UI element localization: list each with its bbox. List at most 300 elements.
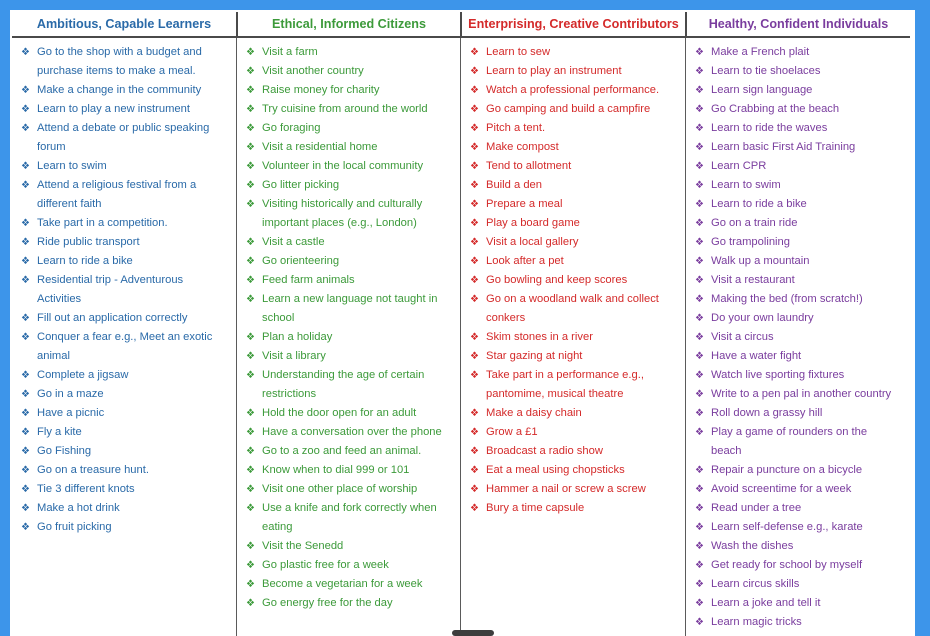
list-item (245, 480, 456, 499)
list-item (469, 366, 681, 404)
list-item-label: Learn to sew (486, 46, 551, 58)
list-item-label: Tie 3 different knots (37, 483, 135, 495)
diamond-bullet-icon: ❖ (21, 161, 30, 172)
list-item-label: Make a change in the community (37, 84, 202, 96)
diamond-bullet-icon: ❖ (246, 560, 255, 571)
diamond-bullet-icon: ❖ (21, 408, 30, 419)
diamond-bullet-icon: ❖ (21, 123, 30, 134)
diamond-bullet-icon: ❖ (246, 199, 255, 210)
list-item-label: Wash the dishes (711, 540, 794, 552)
diamond-bullet-icon: ❖ (246, 161, 255, 172)
diamond-bullet-icon: ❖ (246, 598, 255, 609)
list-item-label: Play a board game (486, 217, 580, 229)
diamond-bullet-icon: ❖ (21, 522, 30, 533)
list-item-label: Take part in a competition. (37, 217, 168, 229)
diamond-bullet-icon: ❖ (246, 408, 255, 419)
diamond-bullet-icon: ❖ (695, 465, 704, 476)
list-item-label: Attend a religious festival from a different faith (37, 179, 197, 210)
list-item-label: Go plastic free for a week (262, 559, 389, 571)
diamond-bullet-icon: ❖ (695, 503, 704, 514)
diamond-bullet-icon: ❖ (21, 389, 30, 400)
list-item (245, 537, 456, 556)
diamond-bullet-icon: ❖ (246, 47, 255, 58)
list-item (20, 309, 232, 328)
list-item (20, 366, 232, 385)
diamond-bullet-icon: ❖ (246, 427, 255, 438)
diamond-bullet-icon: ❖ (470, 465, 479, 476)
diamond-bullet-icon: ❖ (695, 598, 704, 609)
diamond-bullet-icon: ❖ (695, 370, 704, 381)
list-item (694, 271, 906, 290)
list-item-label: Go on a train ride (711, 217, 798, 229)
diamond-bullet-icon: ❖ (470, 256, 479, 267)
list-item (694, 480, 906, 499)
list-item (245, 347, 456, 366)
diamond-bullet-icon: ❖ (21, 104, 30, 115)
activity-list (20, 43, 232, 537)
list-item-label: Hammer a nail or screw a screw (486, 483, 646, 495)
diamond-bullet-icon: ❖ (470, 351, 479, 362)
list-item (245, 594, 456, 613)
diamond-bullet-icon: ❖ (21, 275, 30, 286)
column-ambitious-learners (12, 38, 236, 636)
list-item (245, 499, 456, 537)
list-item (20, 119, 232, 157)
column-header-ethical-citizens: Ethical, Informed Citizens (236, 12, 460, 36)
diamond-bullet-icon: ❖ (246, 85, 255, 96)
list-item-label: Visit another country (262, 65, 364, 77)
list-item (469, 157, 681, 176)
diamond-bullet-icon: ❖ (695, 408, 704, 419)
list-item-label: Walk up a mountain (711, 255, 810, 267)
diamond-bullet-icon: ❖ (695, 104, 704, 115)
diamond-bullet-icon: ❖ (470, 275, 479, 286)
list-item (469, 271, 681, 290)
list-item (694, 309, 906, 328)
list-item (20, 233, 232, 252)
list-item-label: Visit a restaurant (711, 274, 795, 286)
list-item (469, 442, 681, 461)
diamond-bullet-icon: ❖ (246, 579, 255, 590)
list-item-label: Learn basic First Aid Training (711, 141, 856, 153)
diamond-bullet-icon: ❖ (246, 256, 255, 267)
diamond-bullet-icon: ❖ (695, 275, 704, 286)
diamond-bullet-icon: ❖ (246, 332, 255, 343)
list-item (469, 290, 681, 328)
diamond-bullet-icon: ❖ (246, 66, 255, 77)
list-item-label: Learn self-defense e.g., karate (711, 521, 863, 533)
list-item-label: Make a hot drink (37, 502, 120, 514)
list-item-label: Visit a castle (262, 236, 325, 248)
diamond-bullet-icon: ❖ (470, 408, 479, 419)
list-item-label: Learn to play a new instrument (37, 103, 190, 115)
diamond-bullet-icon: ❖ (695, 579, 704, 590)
list-item (694, 233, 906, 252)
list-item-label: Hold the door open for an adult (262, 407, 417, 419)
list-item-label: Learn to tie shoelaces (711, 65, 821, 77)
list-item (245, 252, 456, 271)
list-item-label: Complete a jigsaw (37, 369, 129, 381)
diamond-bullet-icon: ❖ (470, 237, 479, 248)
list-item (694, 138, 906, 157)
list-item (469, 347, 681, 366)
list-item (469, 480, 681, 499)
diamond-bullet-icon: ❖ (246, 142, 255, 153)
diamond-bullet-icon: ❖ (21, 256, 30, 267)
list-item-label: Learn sign language (711, 84, 813, 96)
list-item-label: Grow a £1 (486, 426, 538, 438)
list-item (20, 423, 232, 442)
list-item-label: Make a daisy chain (486, 407, 582, 419)
diamond-bullet-icon: ❖ (695, 199, 704, 210)
diamond-bullet-icon: ❖ (470, 218, 479, 229)
list-item (469, 100, 681, 119)
list-item-label: Visit a circus (711, 331, 774, 343)
list-item-label: Plan a holiday (262, 331, 333, 343)
list-item (245, 423, 456, 442)
column-enterprising-contributors (460, 38, 685, 636)
diamond-bullet-icon: ❖ (246, 275, 255, 286)
list-item-label: Eat a meal using chopsticks (486, 464, 625, 476)
list-item-label: Go Fishing (37, 445, 92, 457)
diamond-bullet-icon: ❖ (695, 294, 704, 305)
list-item-label: Make a French plait (711, 46, 810, 58)
list-item-label: Go litter picking (262, 179, 340, 191)
diamond-bullet-icon: ❖ (21, 313, 30, 324)
column-header-healthy-individuals: Healthy, Confident Individuals (685, 12, 910, 36)
list-item (245, 556, 456, 575)
diamond-bullet-icon: ❖ (21, 370, 30, 381)
list-item (20, 518, 232, 537)
list-item (245, 575, 456, 594)
diamond-bullet-icon: ❖ (470, 484, 479, 495)
list-item-label: Star gazing at night (486, 350, 583, 362)
diamond-bullet-icon: ❖ (246, 294, 255, 305)
diamond-bullet-icon: ❖ (246, 446, 255, 457)
table-header-row (12, 12, 910, 38)
diamond-bullet-icon: ❖ (695, 617, 704, 628)
diamond-bullet-icon: ❖ (470, 370, 479, 381)
diamond-bullet-icon: ❖ (21, 446, 30, 457)
list-item-label: Visit the Senedd (262, 540, 344, 552)
list-item (245, 442, 456, 461)
diamond-bullet-icon: ❖ (470, 123, 479, 134)
list-item-label: Learn CPR (711, 160, 767, 172)
diamond-bullet-icon: ❖ (695, 256, 704, 267)
list-item-label: Look after a pet (486, 255, 564, 267)
diamond-bullet-icon: ❖ (470, 161, 479, 172)
list-item (469, 138, 681, 157)
diamond-bullet-icon: ❖ (470, 104, 479, 115)
list-item-label: Visit a library (262, 350, 326, 362)
diamond-bullet-icon: ❖ (695, 123, 704, 134)
list-item (469, 214, 681, 233)
diamond-bullet-icon: ❖ (695, 484, 704, 495)
diamond-bullet-icon: ❖ (470, 446, 479, 457)
list-item (245, 100, 456, 119)
diamond-bullet-icon: ❖ (470, 66, 479, 77)
list-item (20, 480, 232, 499)
list-item-label: Visit a local gallery (486, 236, 579, 248)
diamond-bullet-icon: ❖ (470, 47, 479, 58)
list-item (469, 176, 681, 195)
list-item-label: Residential trip - Adventurous Activities (37, 274, 184, 305)
list-item (245, 138, 456, 157)
list-item (469, 43, 681, 62)
list-item (694, 537, 906, 556)
list-item (469, 328, 681, 347)
list-item (469, 423, 681, 442)
diamond-bullet-icon: ❖ (246, 180, 255, 191)
diamond-bullet-icon: ❖ (21, 237, 30, 248)
list-item (20, 214, 232, 233)
list-item-label: Feed farm animals (262, 274, 355, 286)
list-item (694, 100, 906, 119)
list-item (694, 214, 906, 233)
diamond-bullet-icon: ❖ (246, 237, 255, 248)
list-item (245, 195, 456, 233)
diamond-bullet-icon: ❖ (21, 332, 30, 343)
list-item-label: Have a water fight (711, 350, 802, 362)
list-item-label: Go camping and build a campfire (486, 103, 651, 115)
list-item-label: Avoid screentime for a week (711, 483, 852, 495)
list-item (694, 575, 906, 594)
list-item (469, 62, 681, 81)
list-item (245, 271, 456, 290)
diamond-bullet-icon: ❖ (695, 218, 704, 229)
list-item-label: Try cuisine from around the world (262, 103, 428, 115)
column-header-enterprising-contributors: Enterprising, Creative Contributors (460, 12, 685, 36)
list-item (469, 404, 681, 423)
list-item-label: Prepare a meal (486, 198, 563, 210)
diamond-bullet-icon: ❖ (470, 180, 479, 191)
list-item (694, 157, 906, 176)
diamond-bullet-icon: ❖ (246, 503, 255, 514)
diamond-bullet-icon: ❖ (470, 85, 479, 96)
list-item (245, 328, 456, 347)
list-item (245, 81, 456, 100)
list-item (694, 290, 906, 309)
list-item-label: Build a den (486, 179, 542, 191)
diamond-bullet-icon: ❖ (470, 427, 479, 438)
list-item-label: Go on a woodland walk and collect conkers (486, 293, 659, 324)
list-item (20, 100, 232, 119)
list-item (469, 499, 681, 518)
list-item-label: Get ready for school by myself (711, 559, 863, 571)
list-item-label: Repair a puncture on a bicycle (711, 464, 863, 476)
diamond-bullet-icon: ❖ (246, 104, 255, 115)
list-item-label: Go trampolining (711, 236, 790, 248)
list-item-label: Conquer a fear e.g., Meet an exotic animal (37, 331, 213, 362)
list-item-label: Make compost (486, 141, 559, 153)
list-item-label: Roll down a grassy hill (711, 407, 823, 419)
diamond-bullet-icon: ❖ (21, 180, 30, 191)
list-item (245, 233, 456, 252)
list-item-label: Broadcast a radio show (486, 445, 603, 457)
diamond-bullet-icon: ❖ (695, 522, 704, 533)
list-item (20, 176, 232, 214)
list-item (694, 176, 906, 195)
diamond-bullet-icon: ❖ (21, 465, 30, 476)
table-body (12, 38, 910, 636)
list-item (694, 119, 906, 138)
list-item-label: Go in a maze (37, 388, 104, 400)
list-item-label: Play a game of rounders on the beach (711, 426, 868, 457)
list-item-label: Ride public transport (37, 236, 140, 248)
list-item (694, 594, 906, 613)
list-item (245, 43, 456, 62)
list-item-label: Raise money for charity (262, 84, 380, 96)
column-healthy-individuals (685, 38, 910, 636)
list-item (20, 499, 232, 518)
list-item-label: Learn magic tricks (711, 616, 802, 628)
list-item (20, 385, 232, 404)
list-item-label: Making the bed (from scratch!) (711, 293, 863, 305)
list-item-label: Learn to ride the waves (711, 122, 828, 134)
list-item (694, 404, 906, 423)
list-item-label: Know when to dial 999 or 101 (262, 464, 410, 476)
list-item (469, 252, 681, 271)
list-item-label: Go to a zoo and feed an animal. (262, 445, 422, 457)
diamond-bullet-icon: ❖ (21, 427, 30, 438)
list-item-label: Have a picnic (37, 407, 105, 419)
list-item (20, 43, 232, 81)
diamond-bullet-icon: ❖ (246, 541, 255, 552)
list-item (469, 119, 681, 138)
diamond-bullet-icon: ❖ (695, 427, 704, 438)
list-item-label: Go energy free for the day (262, 597, 393, 609)
diamond-bullet-icon: ❖ (470, 503, 479, 514)
list-item-label: Learn a new language not taught in school (262, 293, 438, 324)
diamond-bullet-icon: ❖ (470, 332, 479, 343)
list-item (694, 499, 906, 518)
diamond-bullet-icon: ❖ (246, 351, 255, 362)
list-item (694, 252, 906, 271)
list-item-label: Visit one other place of worship (262, 483, 418, 495)
list-item (20, 81, 232, 100)
list-item-label: Volunteer in the local community (262, 160, 424, 172)
list-item-label: Visit a residential home (262, 141, 378, 153)
list-item-label: Learn to ride a bike (711, 198, 807, 210)
diamond-bullet-icon: ❖ (695, 237, 704, 248)
list-item-label: Write to a pen pal in another country (711, 388, 892, 400)
list-item (694, 556, 906, 575)
diamond-bullet-icon: ❖ (21, 218, 30, 229)
horizontal-scrollbar-thumb[interactable] (452, 630, 494, 636)
list-item-label: Go bowling and keep scores (486, 274, 628, 286)
list-item (694, 62, 906, 81)
activity-list (469, 43, 681, 518)
list-item-label: Watch a professional performance. (486, 84, 660, 96)
diamond-bullet-icon: ❖ (695, 313, 704, 324)
list-item (20, 271, 232, 309)
list-item (245, 366, 456, 404)
list-item (694, 366, 906, 385)
list-item (245, 290, 456, 328)
list-item (245, 461, 456, 480)
list-item (694, 81, 906, 100)
list-item (20, 461, 232, 480)
diamond-bullet-icon: ❖ (246, 370, 255, 381)
column-header-ambitious-learners: Ambitious, Capable Learners (36, 17, 212, 31)
list-item-label: Tend to allotment (486, 160, 572, 172)
diamond-bullet-icon: ❖ (695, 142, 704, 153)
list-item (469, 195, 681, 214)
list-item (694, 43, 906, 62)
list-item-label: Learn to swim (37, 160, 107, 172)
list-item-label: Go foraging (262, 122, 321, 134)
diamond-bullet-icon: ❖ (695, 47, 704, 58)
diamond-bullet-icon: ❖ (21, 47, 30, 58)
list-item-label: Watch live sporting fixtures (711, 369, 845, 381)
list-item (469, 233, 681, 252)
list-item-label: Bury a time capsule (486, 502, 585, 514)
activity-table (10, 10, 915, 636)
list-item-label: Go fruit picking (37, 521, 112, 533)
diamond-bullet-icon: ❖ (21, 484, 30, 495)
list-item (694, 195, 906, 214)
list-item (694, 613, 906, 632)
diamond-bullet-icon: ❖ (695, 66, 704, 77)
list-item (694, 518, 906, 537)
diamond-bullet-icon: ❖ (695, 161, 704, 172)
list-item-label: Use a knife and fork correctly when eating (262, 502, 437, 533)
list-item-label: Learn circus skills (711, 578, 800, 590)
list-item (20, 328, 232, 366)
list-item (20, 157, 232, 176)
list-item (694, 461, 906, 480)
diamond-bullet-icon: ❖ (695, 180, 704, 191)
diamond-bullet-icon: ❖ (246, 465, 255, 476)
list-item-label: Go orienteering (262, 255, 340, 267)
list-item (694, 385, 906, 404)
list-item (469, 81, 681, 100)
list-item-label: Visiting historically and culturally important places (e.g., London) (262, 198, 423, 229)
list-item-label: Learn a joke and tell it (711, 597, 821, 609)
list-item-label: Attend a debate or public speaking forum (37, 122, 210, 153)
list-item-label: Learn to ride a bike (37, 255, 133, 267)
diamond-bullet-icon: ❖ (695, 541, 704, 552)
list-item-label: Have a conversation over the phone (262, 426, 442, 438)
list-item (694, 423, 906, 461)
list-item (469, 461, 681, 480)
diamond-bullet-icon: ❖ (470, 142, 479, 153)
list-item-label: Visit a farm (262, 46, 318, 58)
diamond-bullet-icon: ❖ (21, 85, 30, 96)
activity-list (694, 43, 906, 632)
diamond-bullet-icon: ❖ (246, 484, 255, 495)
list-item (245, 62, 456, 81)
list-item-label: Skim stones in a river (486, 331, 593, 343)
activity-list (245, 43, 456, 613)
diamond-bullet-icon: ❖ (695, 351, 704, 362)
diamond-bullet-icon: ❖ (246, 123, 255, 134)
list-item-label: Do your own laundry (711, 312, 814, 324)
list-item-label: Fly a kite (37, 426, 82, 438)
list-item-label: Read under a tree (711, 502, 802, 514)
list-item-label: Go on a treasure hunt. (37, 464, 149, 476)
list-item (20, 404, 232, 423)
list-item (20, 252, 232, 271)
list-item (245, 119, 456, 138)
list-item-label: Go Crabbing at the beach (711, 103, 840, 115)
list-item-label: Take part in a performance e.g., pantomime, musical theatre (486, 369, 644, 400)
diamond-bullet-icon: ❖ (470, 294, 479, 305)
column-ethical-citizens (236, 38, 460, 636)
list-item-label: Learn to swim (711, 179, 781, 191)
diamond-bullet-icon: ❖ (695, 332, 704, 343)
diamond-bullet-icon: ❖ (470, 199, 479, 210)
